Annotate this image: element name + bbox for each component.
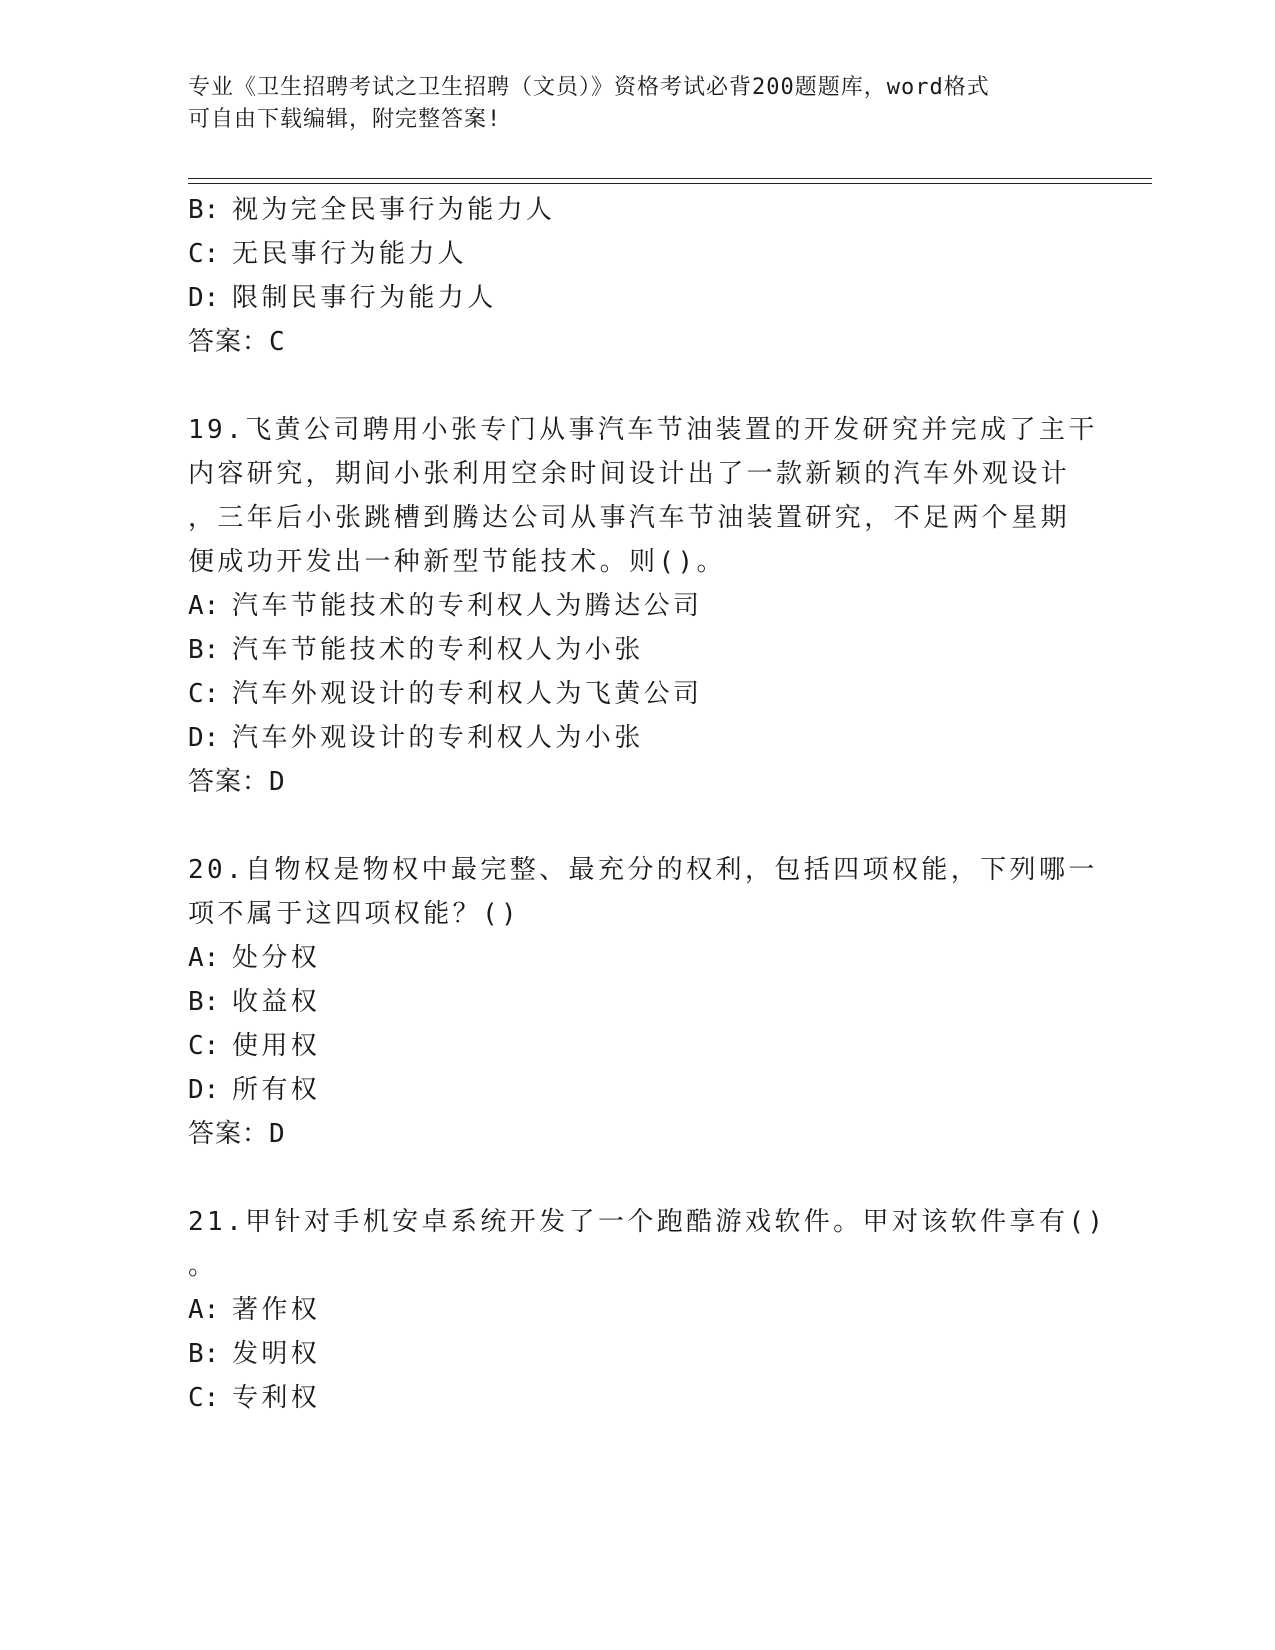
option-text: 汽车节能技术的专利权人为小张: [232, 635, 644, 665]
option-letter: C:: [188, 679, 220, 709]
document-header: [188, 72, 1068, 136]
option-text: 限制民事行为能力人: [232, 283, 497, 313]
q18-option-b: [188, 192, 555, 228]
q20-option-d: [188, 1072, 320, 1108]
option-letter: B:: [188, 635, 220, 665]
q21-option-a: [188, 1292, 320, 1328]
option-letter: D:: [188, 1075, 220, 1105]
q19-stem-line: ，三年后小张跳槽到腾达公司从事汽车节油装置研究，不足两个星期: [188, 503, 1071, 533]
q20-stem-line: 20.自物权是物权中最完整、最充分的权利，包括四项权能，下列哪一: [188, 855, 1098, 885]
q18-option-c: [188, 236, 467, 272]
option-text: 汽车节能技术的专利权人为腾达公司: [232, 591, 703, 621]
option-letter: B:: [188, 987, 220, 1017]
option-letter: C:: [188, 239, 220, 269]
q20-option-c: [188, 1028, 320, 1064]
option-text: 汽车外观设计的专利权人为小张: [232, 723, 644, 753]
q19-stem-line: 19.飞黄公司聘用小张专门从事汽车节油装置的开发研究并完成了主干: [188, 415, 1098, 445]
option-text: 收益权: [232, 987, 321, 1017]
header-line-1: 专业《卫生招聘考试之卫生招聘（文员）》资格考试必背200题题库，word格式: [188, 75, 990, 100]
q21-option-c: [188, 1380, 320, 1416]
option-letter: B:: [188, 195, 220, 225]
option-letter: D:: [188, 723, 220, 753]
q19-stem-line: 内容研究，期间小张利用空余时间设计出了一款新颖的汽车外观设计: [188, 459, 1071, 489]
option-text: 使用权: [232, 1031, 321, 1061]
q19-option-b: [188, 632, 644, 668]
q18-answer: 答案：C: [188, 327, 286, 357]
q19-option-a: [188, 588, 702, 624]
option-text: 视为完全民事行为能力人: [232, 195, 556, 225]
header-divider-top: [188, 178, 1152, 179]
q19-option-d: [188, 720, 644, 756]
q21-stem-line: 21.甲针对手机安卓系统开发了一个跑酷游戏软件。甲对该软件享有(): [188, 1207, 1107, 1237]
option-text: 汽车外观设计的专利权人为飞黄公司: [232, 679, 703, 709]
header-line-2: 可自由下载编辑，附完整答案!: [188, 107, 502, 132]
q19-stem-line: 便成功开发出一种新型节能技术。则()。: [188, 547, 726, 577]
q19-option-c: [188, 676, 702, 712]
option-text: 所有权: [232, 1075, 321, 1105]
q21-stem-line: 。: [188, 1251, 218, 1281]
option-text: 专利权: [232, 1383, 321, 1413]
option-text: 著作权: [232, 1295, 321, 1325]
q20-option-a: [188, 940, 320, 976]
option-text: 处分权: [232, 943, 321, 973]
option-text: 无民事行为能力人: [232, 239, 468, 269]
q18-option-d: [188, 280, 497, 316]
q20-stem-line: 项不属于这四项权能？(): [188, 899, 521, 929]
option-letter: C:: [188, 1383, 220, 1413]
option-letter: A:: [188, 1295, 220, 1325]
q21-option-b: [188, 1336, 320, 1372]
option-letter: A:: [188, 943, 220, 973]
q20-answer: 答案：D: [188, 1119, 286, 1149]
option-letter: B:: [188, 1339, 220, 1369]
option-letter: A:: [188, 591, 220, 621]
option-letter: C:: [188, 1031, 220, 1061]
option-letter: D:: [188, 283, 220, 313]
option-text: 发明权: [232, 1339, 321, 1369]
header-divider-bottom: [188, 183, 1152, 184]
q20-option-b: [188, 984, 320, 1020]
q19-answer: 答案：D: [188, 767, 286, 797]
